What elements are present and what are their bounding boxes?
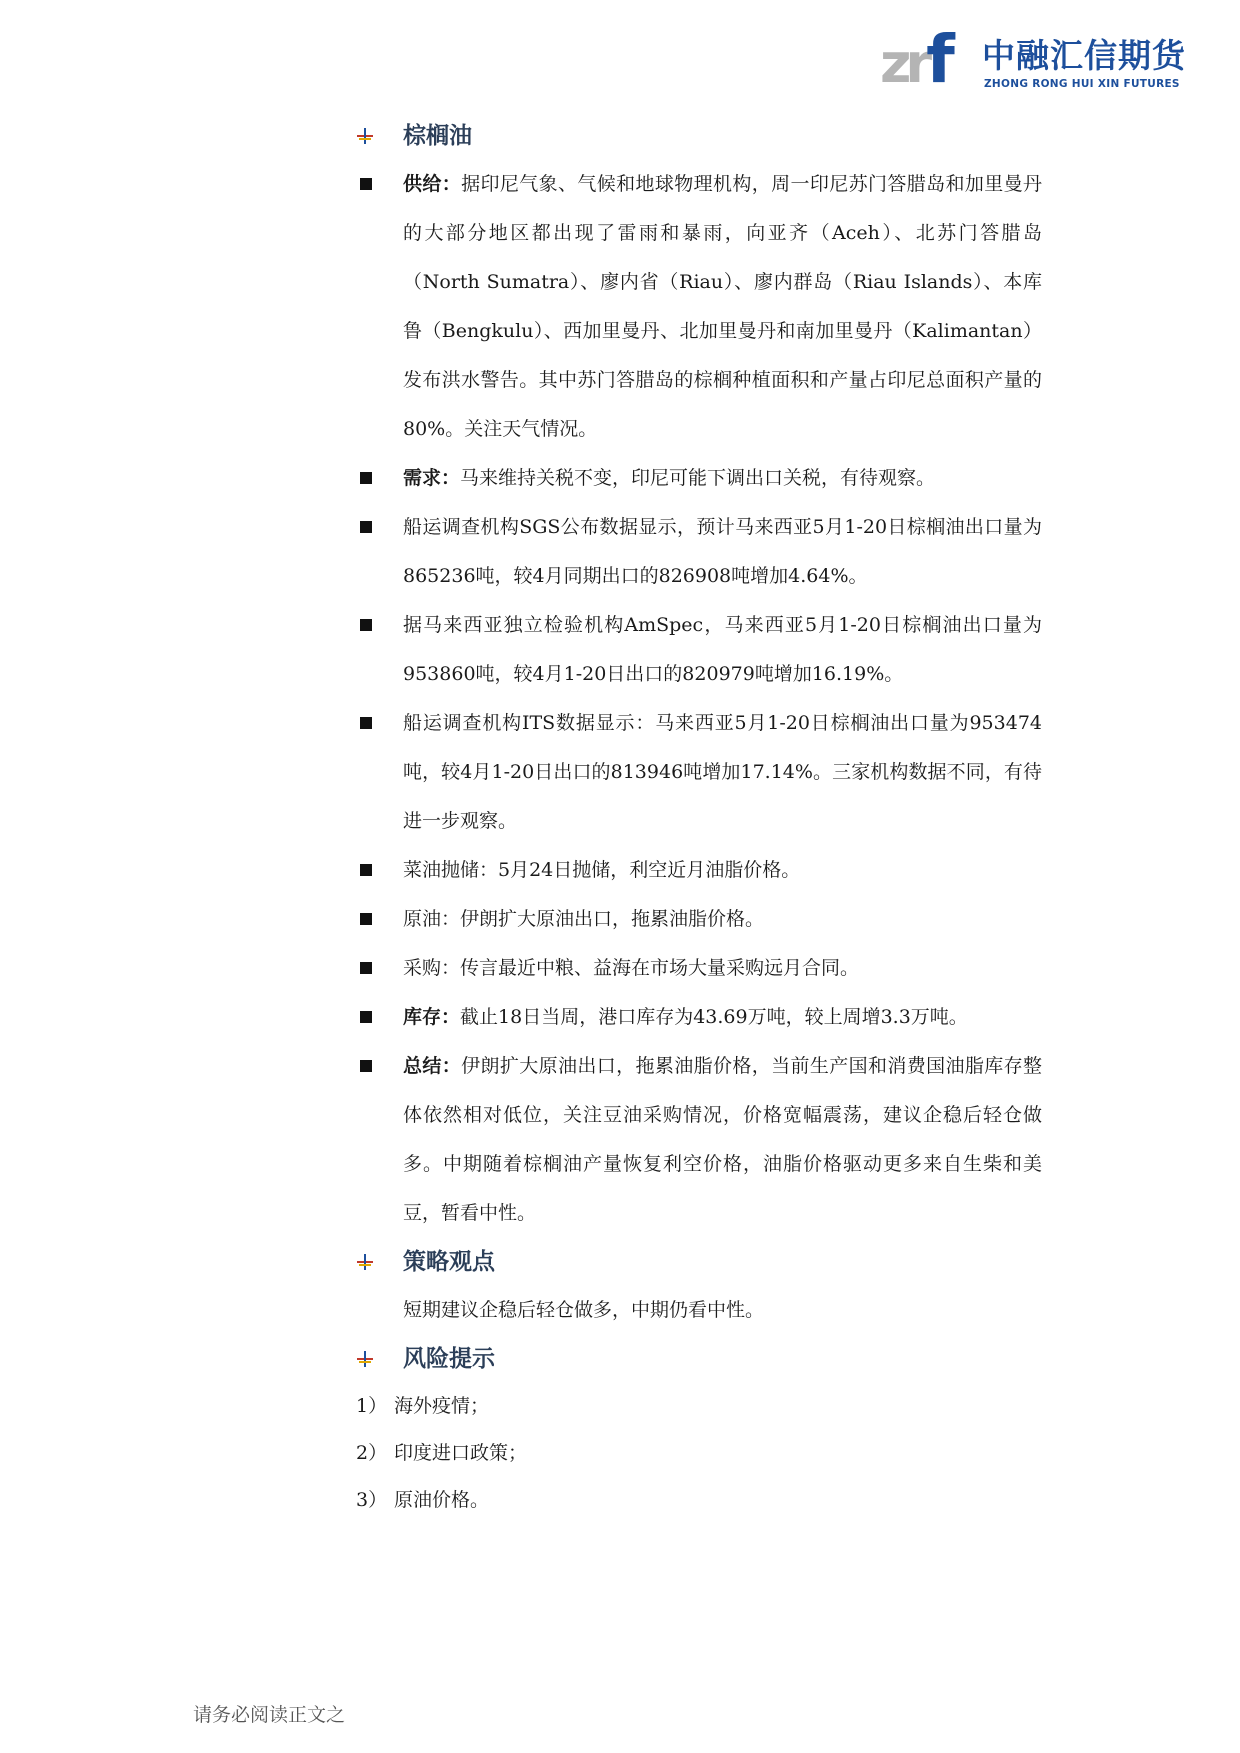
risk-list: [356, 1383, 1042, 1524]
bullet-label: 需求：: [403, 467, 461, 489]
section-marker-icon: [356, 1350, 374, 1368]
risk-item-text: 原油价格。: [394, 1489, 490, 1511]
bullet-text: 原油：伊朗扩大原油出口，拖累油脂价格。: [403, 908, 765, 930]
bullet-label: 库存：: [403, 1006, 461, 1028]
risk-item-number: 1）: [356, 1395, 388, 1417]
section-title-text: 策略观点: [403, 1249, 495, 1275]
section-marker-icon: [356, 1253, 374, 1271]
bullet-square-icon: [360, 717, 372, 729]
bullet-item: [356, 601, 1042, 699]
bullet-item: [356, 503, 1042, 601]
section-title-palm-oil: [356, 116, 1042, 156]
bullet-item: [356, 454, 1042, 503]
risk-item: [356, 1430, 1042, 1477]
risk-item-text: 印度进口政策；: [394, 1442, 528, 1464]
bullet-square-icon: [360, 178, 372, 190]
risk-item-text: 海外疫情；: [394, 1395, 490, 1417]
bullet-text: 菜油抛储：5月24日抛储，利空近月油脂价格。: [403, 859, 801, 881]
footer-disclaimer: 请务必阅读正文之: [193, 1704, 346, 1726]
bullet-square-icon: [360, 864, 372, 876]
bullet-item: [356, 846, 1042, 895]
bullet-square-icon: [360, 619, 372, 631]
section-title-risk: [356, 1339, 1042, 1379]
bullet-square-icon: [360, 913, 372, 925]
bullet-item: [356, 944, 1042, 993]
risk-item: [356, 1383, 1042, 1430]
bullet-square-icon: [360, 962, 372, 974]
report-body: [356, 112, 1042, 1524]
risk-item-number: 3）: [356, 1489, 388, 1511]
bullet-label: 供给：: [403, 173, 462, 195]
bullet-item: [356, 993, 1042, 1042]
bullet-text: 截止18日当周，港口库存为43.69万吨，较上周增3.3万吨。: [460, 1006, 968, 1028]
strategy-text: 短期建议企稳后轻仓做多，中期仍看中性。: [403, 1299, 765, 1321]
company-name-cn: 中融汇信期货: [982, 36, 1186, 75]
bullet-item: [356, 160, 1042, 454]
logo-mark: zrf: [880, 21, 949, 98]
bullet-text: 马来维持关税不变，印尼可能下调出口关税，有待观察。: [460, 467, 936, 489]
bullet-square-icon: [360, 472, 372, 484]
section-title-text: 风险提示: [403, 1346, 495, 1372]
section-title-strategy: [356, 1242, 1042, 1282]
bullet-text: 船运调查机构ITS数据显示：马来西亚5月1-20日棕榈油出口量为953474吨，较4月1-20日出口的813946吨增加17.14%。三家机构数据不同，有待进一步观察。: [403, 712, 1042, 832]
bullet-text: 船运调查机构SGS公布数据显示，预计马来西亚5月1-20日棕榈油出口量为865236吨，较4月同期出口的826908吨增加4.64%。: [403, 516, 1042, 587]
section-marker-icon: [356, 127, 374, 145]
palm-oil-bullet-list: [356, 160, 1042, 1238]
bullet-label: 总结：: [403, 1055, 462, 1077]
bullet-text: 采购：传言最近中粮、益海在市场大量采购远月合同。: [403, 957, 860, 979]
bullet-square-icon: [360, 1060, 372, 1072]
bullet-item: [356, 1042, 1042, 1238]
bullet-item: [356, 895, 1042, 944]
bullet-text: 据印尼气象、气候和地球物理机构，周一印尼苏门答腊岛和加里曼丹的大部分地区都出现了雷雨和暴雨，向亚齐（Aceh）、北苏门答腊岛（North Sumatra）、廖内省（Riau）、廖内群岛（Riau Islands）、本库鲁（Bengkulu）、西加里曼丹、北加里曼丹和南加里曼丹（Kalimantan）发布洪水警告。其中苏门答腊岛的棕榈种植面积和产量占印尼总面积产量的80%。关注天气情况。: [403, 173, 1042, 440]
risk-item: [356, 1477, 1042, 1524]
bullet-square-icon: [360, 521, 372, 533]
company-name-en: ZHONG RONG HUI XIN FUTURES: [984, 78, 1180, 90]
bullet-item: [356, 699, 1042, 846]
section-title-text: 棕榈油: [403, 123, 472, 149]
risk-item-number: 2）: [356, 1442, 388, 1464]
bullet-text: 伊朗扩大原油出口，拖累油脂价格，当前生产国和消费国油脂库存整体依然相对低位，关注豆油采购情况，价格宽幅震荡，建议企稳后轻仓做多。中期随着棕榈油产量恢复利空价格，油脂价格驱动更多来自生柴和美豆，暂看中性。: [403, 1055, 1042, 1224]
bullet-text: 据马来西亚独立检验机构AmSpec，马来西亚5月1-20日棕榈油出口量为953860吨，较4月1-20日出口的820979吨增加16.19%。: [403, 614, 1042, 685]
bullet-square-icon: [360, 1011, 372, 1023]
company-logo: [880, 21, 1186, 98]
